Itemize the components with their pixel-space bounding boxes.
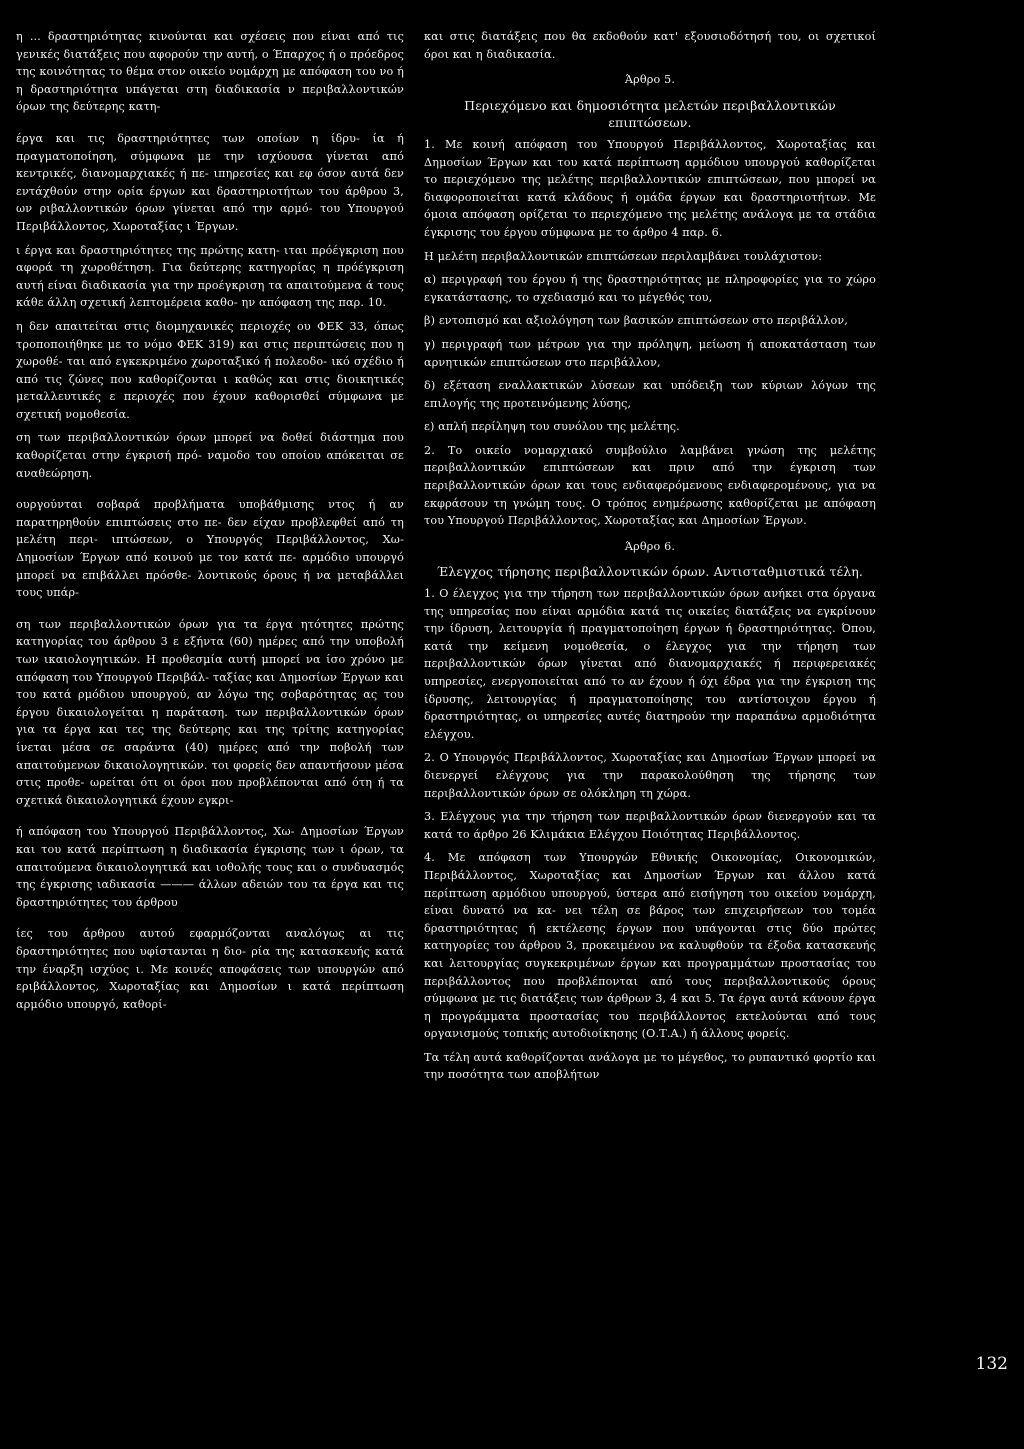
article-5-item-a: α) περιγραφή του έργου ή της δραστηριότητας με πληροφορίες για το χώρο εγκατάστασης, το σχεδιασμό και το μέγεθός του,: [424, 273, 876, 304]
article-5-item-b: β) εντοπισμό και αξιολόγηση των βασικών επιπτώσεων στο περιβάλλον,: [424, 314, 849, 328]
left-paragraph-3: ι έργα και δραστηριότητες της πρώτης κατη- ιται πρόέγκριση που αφορά τη χωροθέτηση. Για δεύτερης κατηγορίας η πρόέγκριση αυτή είναι διαδικασία για την προέγκριση τα απαιτούμενα ά τους κάθε άλλη σχετική λεπτομέρεια καθο- ην απόφαση της παρ. 10.: [16, 243, 404, 310]
article-5-item-d: δ) εξέταση εναλλακτικών λύσεων και υπόδειξη των κύριων λόγων της επιλογής της προτεινόμενης λύσης,: [424, 379, 876, 410]
left-paragraph-6: ουργούνται σοβαρά προβλήματα υποβάθμισης ντος ή αν παρατηρηθούν επιπτώσεις στο πε- δεν είχαν προβλεφθεί από τη μελέτη περι- ιπτώσεων, ο Υπουργός Περιβάλλοντος, Χω- Δημοσίων Έργων από κοινού με τον κατά πε- αρμόδιο υπουργό μπορεί να επιβάλλει πρόσθε- λοντικούς όρους ή να μεταβάλλει τους υπάρ-: [16, 498, 404, 600]
left-paragraph-1: η ... δραστηριότητας κινούνται και σχέσεις που είναι από τις γενικές διατάξεις που αφορούν την αυτή, ο Έπαρχος ή ο πρόεδρος της κοινότητας το θέμα στον οικείο νομάρχη με απόφαση του νο ή η δραστηριότητα υπάγεται στη διαδικασία ν περιβαλλοντικών όρων της δεύτερης κατη-: [16, 30, 404, 114]
page-number: 132: [975, 1354, 1008, 1374]
left-paragraph-7: ση των περιβαλλοντικών όρων για τα έργα ητότητες πρώτης κατηγορίας του άρθρου 3 ε εξήντα (60) ημέρες από την υποβολή των ικαιολογητικών. Η προθεσμία αυτή μπορεί να ίσο χρόνο με απόφαση του Υπουργού Περιβάλ- ταξίας και Δημοσίων Έργων και του κατά ρμόδιου υπουργού, αν λόγω της σοβαρότητας ας του έργου δικαιολογείται η παράταση. των περιβαλλοντικών όρων για τα έργα και τες της δεύτερης και της τρίτης κατηγορίας ίνεται μέσα σε σαράντα (40) ημέρες από την ποβολή των απαιτούμενων δικαιολογητικών. τοι φορείς δεν απαντήσουν μέσα στις προθε- ωρείται ότι οι όροι που προβλέπονται από ότη ή τα σχετικά δικαιολογητικά έχουν εγκρι-: [16, 617, 404, 807]
article-5-title: Περιεχόμενο και δημοσιότητα μελετών περιβαλλοντικών επιπτώσεων.: [464, 97, 836, 131]
article-5-paragraph: 2. Το οικείο νομαρχιακό συμβούλιο λαμβάνει γνώση της μελέτης περιβαλλοντικών επιπτώσεων και πριν από την έγκριση των περιβαλλοντικών όρων και τους ενδιαφερόμενους ενδιαφερομένους, για να εκφράσουν τη γνώμη τους. Ο τρόπος ενημέρωσης καθορίζεται με απόφαση του Υπουργού Περιβάλλοντος, Χωροταξίας και Δημοσίων Έργων.: [424, 443, 876, 528]
article-5-number: Άρθρο 5.: [624, 73, 676, 87]
article-5-item-c: γ) περιγραφή των μέτρων για την πρόληψη, μείωση ή αποκατάσταση των αρνητικών επιπτώσεων στο περιβάλλον,: [424, 337, 876, 369]
article-6-paragraph: 4. Με απόφαση των Υπουργών Εθνικής Οικονομίας, Οικονομικών, Περιβάλλοντος, Χωροταξίας και Δημοσίων Έργων και άλλου κατά περίπτωση αρμόδιου υπουργού, ύστερα από εισήγηση του οικείου νομάρχη, είναι δυνατό να κα- νει τέλη σε βάρος των επιχειρήσεων του τομέα δραστηριότητας ή εκτέλεσης έργων που υπάγονται στις δύο πρώτες κατηγορίες του άρθρου 3, προκειμένου να καλυφθούν τα έξοδα κατασκευής και λειτουργίας συγκεκριμένων έργων και προγραμμάτων προστασίας του περιβάλλοντος που προβλέπονται από τους περιβαλλοντικούς όρους σύμφωνα με τις διατάξεις των άρθρων 3, 4 και 5. Τα έργα αυτά κάνουν έργα η προγράμματα προστασίας του περιβάλλοντος εκτελούνται από τους οργανισμούς τοπικής αυτοδιοίκησης (Ο.Τ.Α.) ή άλλους φορείς.: [424, 851, 876, 1041]
article-5-paragraph: 1. Με κοινή απόφαση του Υπουργού Περιβάλλοντος, Χωροταξίας και Δημοσίων Έργων και του κατά περίπτωση αρμόδιου υπουργού καθορίζεται το περιεχόμενο της μελέτης περιβαλλοντικών επιπτώσεων, που μπορεί να διαφοροποιείται κατά κλάδους ή ομάδα έργων και δραστηριοτήτων. Με όμοια απόφαση ορίζεται το περιεχόμενο της μελέτης ανάλογα με τα στάδια έγκρισης του έργου σύμφωνα με το άρθρο 4 παρ. 6.: [424, 137, 876, 239]
right-intro-paragraph: και στις διατάξεις που θα εκδοθούν κατ' εξουσιοδότησή του, οι σχετικοί όροι και η διαδικασία.: [424, 30, 876, 61]
article-6-paragraph: 1. Ο έλεγχος για την τήρηση των περιβαλλοντικών όρων ανήκει στα όργανα της υπηρεσίας που είναι αρμόδια κατά τις οικείες διατάξεις να εγκρίνουν την ίδρυση, λειτουργία ή πραγματοποίηση έργων ή δραστηριότητας. Όπου, κατά την κείμενη νομοθεσία, ο έλεγχος για την τήρηση των περιβαλλοντικών όρων γίνεται από διανομαρχιακές ή περιφερειακές υπηρεσίες, ενεργοποιείται από το αν έχουν ή όχι έδρα για την έγκριση της ίδρυσης, λειτουργίας ή πραγματοποίησης του αντίστοιχου έργου ή δραστηριότητας, οι υπηρεσίες αυτές διατηρούν την παραπάνω αρμοδιότητα ελέγχου.: [424, 587, 876, 741]
left-paragraph-2: έργα και τις δραστηριότητες των οποίων η ίδρυ- ία ή πραγματοποίηση, σύμφωνα με την ισχύουσα γίνεται από κεντρικές, διανομαρχιακές ή πε- ιπηρεσίες και εφ όσον αυτά δεν εντάχθούν στην ορία έργων και δραστηριοτήτων του άρθρου 3, ων ριβαλλοντικών όρων γίνεται από την αρμό- του Υπουργού Περιβάλλοντος, Χωροταξίας ι Έργων.: [16, 131, 404, 233]
left-column: [16, 28, 404, 1019]
article-5-paragraph: Η μελέτη περιβαλλοντικών επιπτώσεων περιλαμβάνει τουλάχιστον:: [424, 249, 823, 263]
article-6-paragraph: 2. Ο Υπουργός Περιβάλλοντος, Χωροταξίας και Δημοσίων Έργων μπορεί να διενεργεί ελέγχους για την παρακολούθηση της τήρησης των περιβαλλοντικών όρων σε ολόκληρη τη χώρα.: [424, 751, 876, 800]
article-6-paragraph: 3. Ελέγχους για την τήρηση των περιβαλλοντικών όρων διενεργούν και τα κατά το άρθρο 26 Κλιμάκια Ελέγχου Ποιότητας Περιβάλλοντος.: [424, 810, 876, 841]
article-6-number: Άρθρο 6.: [624, 539, 676, 553]
left-paragraph-9: ίες του άρθρου αυτού εφαρμόζονται αναλόγως αι τις δραστηριότητες που υφίστανται η διο- ρία της κατασκευής κατά την έναρξη ισχύος ι. Με κοινές αποφάσεις των υπουργών από εριβάλλοντος, Χωροταξίας και Δημοσίων ι κατά περίπτωση αρμόδιο υπουργό, καθορί-: [16, 927, 404, 1011]
article-6-title: Έλεγχος τήρησης περιβαλλοντικών όρων. Αντισταθμιστικά τέλη.: [436, 564, 864, 580]
left-paragraph-8: ή απόφαση του Υπουργού Περιβάλλοντος, Χω- Δημοσίων Έργων και του κατά περίπτωση η διαδικασία έγκρισης των ι όρων, τα απαιτούμενα δικαιολογητικά και ιοθολής τους και ο συνδυασμός της έγκρισης ιαδικασία ——— άλλων αδειών του τα έργα και τις δραστηριότητες του άρθρου: [16, 825, 404, 909]
left-paragraph-4: η δεν απαιτείται στις διομηχανικές περιοχές ου ΦΕΚ 33, όπως τροποποιήθηκε με το νόμο ΦΕΚ 319) και στις περιπτώσεις που η χωροθέ- ται από εγκεκριμένο χωροταξικό ή πολεοδο- ικό σχέδιο ή από τις ζώνες που καθορίζονται ι καθώς και στις διοικητικές μεταλλευτικές ε περιοχές που έχουν καθορισθεί σύμφωνα με σχετική νομοθεσία.: [16, 319, 404, 421]
left-paragraph-5: ση των περιβαλλοντικών όρων μπορεί να δοθεί διάστημα που καθορίζεται στην έγκρισή πρό- ναμοδο του οποίου απόκειται σε αναθεώρηση.: [16, 431, 404, 480]
article-6-paragraph: Τα τέλη αυτά καθορίζονται ανάλογα με το μέγεθος, το ρυπαντικό φορτίο και την ποσότητα των αποβλήτων: [424, 1050, 876, 1082]
right-column: [424, 28, 876, 1090]
article-5-item-e: ε) απλή περίληψη του συνόλου της μελέτης.: [424, 420, 680, 434]
